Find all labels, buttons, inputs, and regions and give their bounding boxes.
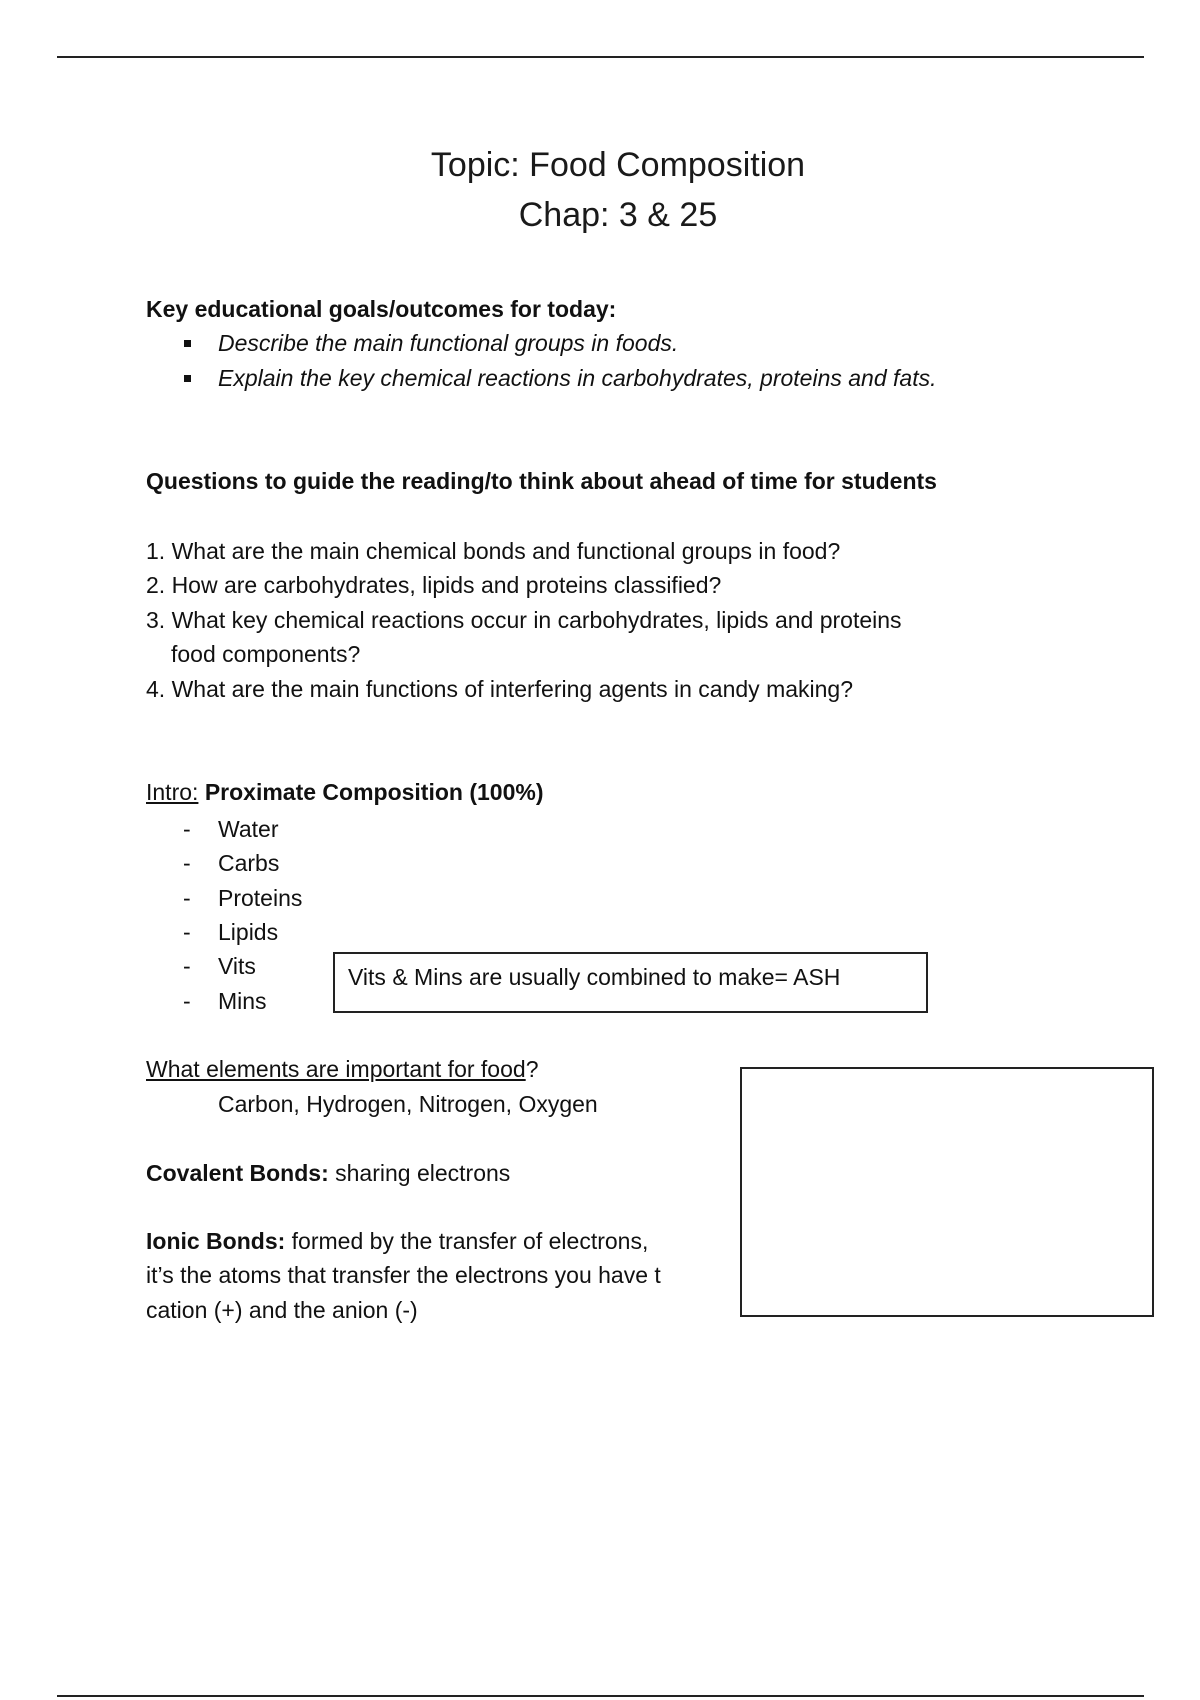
intro-item: Mins [218,988,267,1014]
intro-label: Intro: [146,779,199,805]
covalent-definition: sharing electrons [328,1160,511,1186]
question-item: 2. How are carbohydrates, lipids and proteins classified? [146,572,722,598]
elements-question [146,1056,538,1083]
elements-answer: Carbon, Hydrogen, Nitrogen, Oxygen [218,1091,598,1117]
elements-question-mark: ? [525,1056,539,1082]
intro-item: Proteins [218,885,303,911]
question-item: 1. What are the main chemical bonds and functional groups in food? [146,538,841,564]
dash-bullet: - [183,988,191,1014]
question-item-continuation: food components? [171,641,361,667]
question-item: 4. What are the main functions of interfering agents in candy making? [146,676,854,702]
intro-item: Carbs [218,850,280,876]
chapter-title: Chap: 3 & 25 [518,196,718,234]
bottom-rule [57,1695,1144,1697]
goals-heading: Key educational goals/outcomes for today: [146,296,617,322]
goal-item: Explain the key chemical reactions in carbohydrates, proteins and fats. [218,365,937,391]
intro-title: Proximate Composition (100%) [204,779,544,805]
dash-bullet: - [183,850,191,876]
intro-heading [146,779,544,806]
intro-item: Lipids [218,919,279,945]
ash-note-box [333,952,928,1013]
bullet-square-icon [184,340,191,347]
bullet-square-icon [184,375,191,382]
intro-item: Vits [218,953,256,979]
empty-figure-box [740,1067,1154,1317]
ionic-line-3: cation (+) and the anion (-) [146,1297,418,1323]
ash-note-text: Vits & Mins are usually combined to make= ASH [348,964,841,990]
ionic-term: Ionic Bonds: [146,1228,286,1254]
goal-item: Describe the main functional groups in foods. [218,330,679,356]
topic-title: Topic: Food Composition [430,146,806,184]
elements-question-text: What elements are important for food [146,1056,526,1082]
dash-bullet: - [183,885,191,911]
intro-item: Water [218,816,279,842]
dash-bullet: - [183,919,191,945]
ionic-bonds-line [146,1228,648,1255]
top-rule [57,56,1144,58]
ionic-definition: formed by the transfer of electrons, [285,1228,649,1254]
questions-heading: Questions to guide the reading/to think about ahead of time for students [146,468,937,494]
dash-bullet: - [183,953,191,979]
covalent-bonds-line [146,1160,510,1187]
ionic-line-2: it’s the atoms that transfer the electrons you have t [146,1262,661,1288]
question-item: 3. What key chemical reactions occur in carbohydrates, lipids and proteins [146,607,902,633]
covalent-term: Covalent Bonds: [146,1160,329,1186]
dash-bullet: - [183,816,191,842]
